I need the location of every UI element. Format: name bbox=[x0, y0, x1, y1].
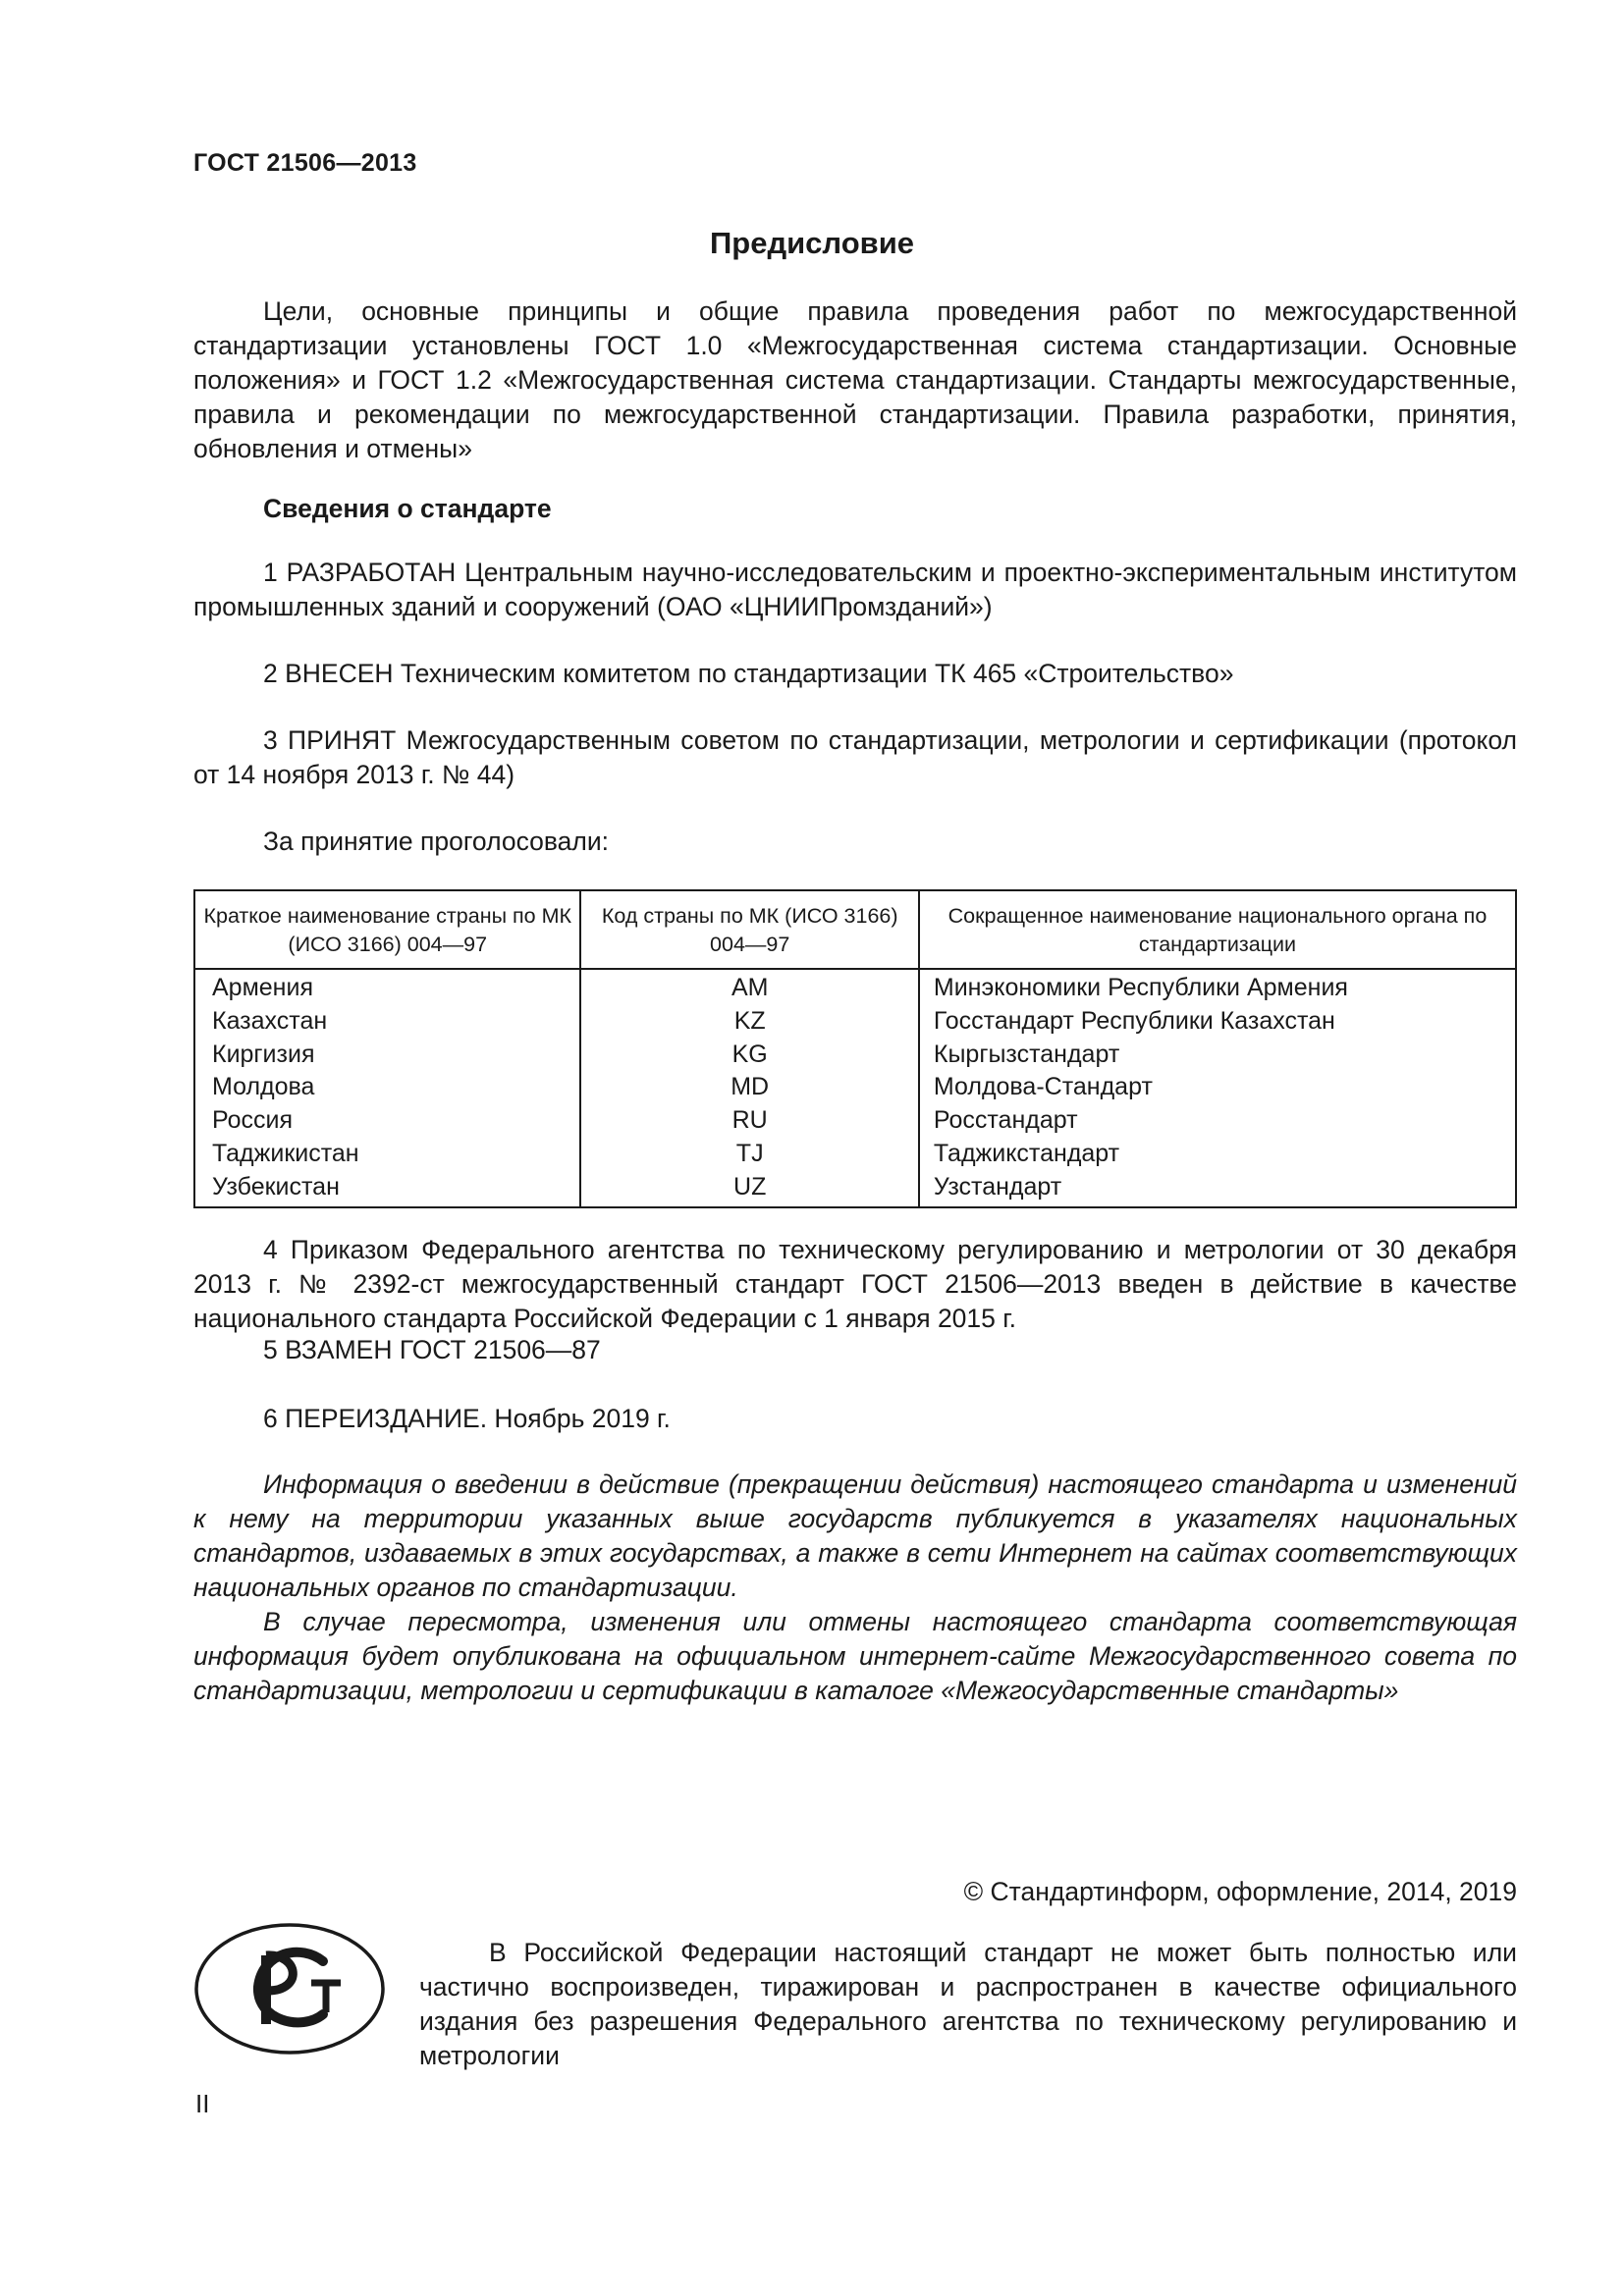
table-row bbox=[194, 1138, 1516, 1171]
national-body-cell: Росстандарт bbox=[919, 1104, 1516, 1138]
country-name-cell: Таджикистан bbox=[212, 1139, 359, 1167]
national-body-cell: Кыргызстандарт bbox=[919, 1039, 1516, 1072]
table-row bbox=[194, 1171, 1516, 1207]
country-code-cell: RU bbox=[580, 1104, 918, 1138]
national-body-cell: Минэкономики Республики Армения bbox=[919, 969, 1516, 1005]
page-title: Предисловие bbox=[709, 226, 914, 260]
voting-countries-table bbox=[193, 889, 1517, 1208]
table-header-row bbox=[194, 890, 1516, 969]
country-code-cell: KZ bbox=[580, 1005, 918, 1039]
country-name-cell: Армения bbox=[212, 974, 313, 1001]
reproduction-notice-text: В Российской Федерации настоящий стандарт не может быть полностью или частично воспроизведен, тиражирован и распространен в качестве официального издания без разрешения Федерального агентства по техническому регулированию и метрологии bbox=[419, 1938, 1517, 2070]
item-2-text: 2 ВНЕСЕН Техническим комитетом по стандартизации ТК 465 «Строительство» bbox=[263, 659, 1234, 688]
country-code-cell: TJ bbox=[580, 1138, 918, 1171]
header-national-body: Сокращенное наименование национального органа по стандартизации bbox=[919, 890, 1516, 969]
national-body-cell: Таджикстандарт bbox=[919, 1138, 1516, 1171]
item-4 bbox=[193, 1233, 1517, 1336]
item-4-text: 4 Приказом Федерального агентства по техническому регулированию и метрологии от 30 декабря 2013 г. № 2392-ст межгосударственный стандарт ГОСТ 21506—2013 введен в действие в качестве национального стандарта Российской Федерации с 1 января 2015 г. bbox=[193, 1235, 1517, 1333]
country-name-cell: Узбекистан bbox=[212, 1172, 340, 1201]
country-code-cell: KG bbox=[580, 1039, 918, 1072]
country-code-cell: MD bbox=[580, 1071, 918, 1104]
table-row bbox=[194, 1071, 1516, 1104]
country-code-cell: AM bbox=[580, 969, 918, 1005]
item-3-text: 3 ПРИНЯТ Межгосударственным советом по стандартизации, метрологии и сертификации (протокол от 14 ноября 2013 г. № 44) bbox=[193, 725, 1517, 789]
header-country-code: Код страны по МК (ИСО 3166) 004—97 bbox=[580, 890, 918, 969]
table-row bbox=[194, 1005, 1516, 1039]
country-name-cell: Россия bbox=[212, 1106, 293, 1135]
table-row bbox=[194, 1104, 1516, 1138]
italic-note-2: В случае пересмотра, изменения или отмены настоящего стандарта соответствующая информация будет опубликована на официальном интернет-сайте Межгосударственного совета по стандартизации, метрологии и сертификации в каталоге «Межгосударственные стандарты» bbox=[193, 1607, 1517, 1705]
document-code: ГОСТ 21506—2013 bbox=[193, 149, 417, 177]
reproduction-notice bbox=[419, 1936, 1517, 2073]
country-name-cell: Казахстан bbox=[212, 1006, 328, 1035]
national-body-cell: Молдова-Стандарт bbox=[919, 1071, 1516, 1104]
country-name-cell: Молдова bbox=[212, 1073, 315, 1101]
item-2 bbox=[193, 657, 1517, 691]
header-country-name: Краткое наименование страны по МК (ИСО 3166) 004—97 bbox=[194, 890, 580, 969]
table-row bbox=[194, 1039, 1516, 1072]
italic-notes bbox=[193, 1468, 1517, 1708]
item-6: 6 ПЕРЕИЗДАНИЕ. Ноябрь 2019 г. bbox=[263, 1404, 671, 1433]
page-number: II bbox=[195, 2089, 210, 2118]
table-row bbox=[194, 969, 1516, 1005]
intro-paragraph bbox=[193, 294, 1517, 466]
item-1 bbox=[193, 556, 1517, 624]
item-1-text: 1 РАЗРАБОТАН Центральным научно-исследовательским и проектно-экспериментальным институтом промышленных зданий и сооружений (ОАО «ЦНИИПромзданий») bbox=[193, 558, 1517, 621]
country-code-cell: UZ bbox=[580, 1171, 918, 1207]
national-body-cell: Узстандарт bbox=[919, 1171, 1516, 1207]
national-body-cell: Госстандарт Республики Казахстан bbox=[919, 1005, 1516, 1039]
country-name-cell: Киргизия bbox=[212, 1040, 315, 1068]
item-3 bbox=[193, 723, 1517, 792]
intro-text: Цели, основные принципы и общие правила проведения работ по межгосударственной стандартизации установлены ГОСТ 1.0 «Межгосударственная система стандартизации. Основные положения» и ГОСТ 1.2 «Межгосударственная система стандартизации. Стандарты межгосударственные, правила и рекомендации по межгосударственной стандартизации. Правила разработки, принятия, обновления и отмены» bbox=[193, 296, 1517, 463]
rst-certification-mark-icon bbox=[193, 1922, 386, 2056]
italic-note-1: Информация о введении в действие (прекращении действия) настоящего стандарта и изменений к нему на территории указанных выше государств публикуется в указателях национальных стандартов, издаваемых в этих государствах, а также в сети Интернет на сайтах соответствующих национальных органов по стандартизации. bbox=[193, 1469, 1517, 1602]
copyright-line: © Стандартинформ, оформление, 2014, 2019 bbox=[963, 1877, 1517, 1906]
vote-label: За принятие проголосовали: bbox=[263, 827, 610, 856]
item-5: 5 ВЗАМЕН ГОСТ 21506—87 bbox=[263, 1335, 601, 1364]
info-heading: Сведения о стандарте bbox=[263, 494, 552, 523]
